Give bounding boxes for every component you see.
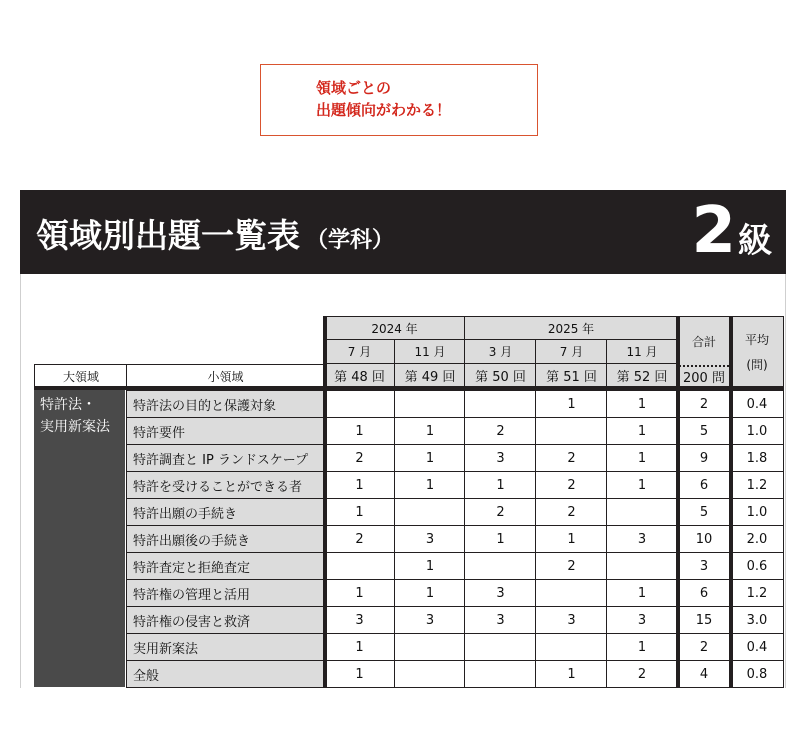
session-header: 第 52 回	[606, 363, 678, 388]
count-cell	[606, 552, 678, 580]
average-cell: 0.4	[730, 633, 784, 661]
count-cell: 1	[535, 390, 608, 418]
average-cell: 2.0	[730, 525, 784, 553]
average-header	[730, 316, 784, 388]
page-title	[36, 210, 394, 257]
count-cell: 3	[535, 606, 608, 634]
count-cell	[464, 552, 537, 580]
count-cell: 1	[323, 498, 396, 526]
major-header: 大領域	[34, 364, 128, 388]
minor-domain-cell: 特許権の管理と活用	[126, 579, 325, 607]
count-cell: 1	[464, 525, 537, 553]
count-cell: 2	[535, 498, 608, 526]
count-cell	[464, 633, 537, 661]
minor-domain-cell: 特許を受けることができる者	[126, 471, 325, 499]
count-cell: 1	[606, 417, 678, 445]
count-cell	[394, 498, 466, 526]
count-cell: 3	[606, 606, 678, 634]
count-cell: 1	[323, 633, 396, 661]
count-cell: 1	[394, 417, 466, 445]
count-cell: 1	[323, 579, 396, 607]
month-header: 11 月	[394, 339, 466, 364]
page-title-sub: （学科）	[306, 228, 395, 253]
total-cell: 9	[677, 444, 731, 472]
count-cell	[394, 390, 466, 418]
minor-domain-cell: 特許権の侵害と救済	[126, 606, 325, 634]
column-separator	[323, 316, 327, 687]
total-cell: 2	[677, 390, 731, 418]
month-header: 3 月	[464, 339, 537, 364]
average-cell: 0.6	[730, 552, 784, 580]
month-header: 7 月	[323, 339, 396, 364]
count-cell: 2	[535, 471, 608, 499]
total-subheader: 200 問	[677, 365, 731, 388]
total-cell: 3	[677, 552, 731, 580]
callout-line-1: 領域ごとの	[316, 79, 392, 97]
count-cell: 1	[606, 390, 678, 418]
count-cell: 1	[323, 471, 396, 499]
count-cell: 1	[606, 444, 678, 472]
total-cell: 5	[677, 417, 731, 445]
year-header-2025: 2025 年	[464, 316, 678, 340]
count-cell: 2	[323, 444, 396, 472]
session-header: 第 49 回	[394, 363, 466, 388]
count-cell: 1	[394, 579, 466, 607]
total-cell: 4	[677, 660, 731, 688]
callout-box	[260, 64, 538, 136]
count-cell: 2	[535, 552, 608, 580]
grade-number: 2	[691, 194, 734, 268]
count-cell: 3	[464, 444, 537, 472]
average-cell: 0.4	[730, 390, 784, 418]
count-cell: 3	[323, 606, 396, 634]
minor-domain-cell: 全般	[126, 660, 325, 688]
minor-domain-cell: 特許要件	[126, 417, 325, 445]
session-header: 第 48 回	[323, 363, 396, 388]
average-cell: 3.0	[730, 606, 784, 634]
minor-domain-cell: 特許出願後の手続き	[126, 525, 325, 553]
count-cell: 2	[323, 525, 396, 553]
total-cell: 5	[677, 498, 731, 526]
count-cell	[464, 390, 537, 418]
session-header: 第 51 回	[535, 363, 608, 388]
major-domain-cell	[34, 390, 125, 687]
minor-domain-cell: 特許出願の手続き	[126, 498, 325, 526]
title-banner	[20, 190, 786, 274]
count-cell: 1	[394, 552, 466, 580]
minor-domain-cell: 特許調査と IP ランドスケープ	[126, 444, 325, 472]
count-cell: 2	[464, 417, 537, 445]
count-cell: 1	[323, 660, 396, 688]
count-cell	[323, 390, 396, 418]
count-cell	[606, 498, 678, 526]
count-cell: 1	[394, 471, 466, 499]
count-cell: 1	[535, 660, 608, 688]
total-cell: 10	[677, 525, 731, 553]
column-separator	[676, 316, 680, 687]
average-cell: 0.8	[730, 660, 784, 688]
total-cell: 6	[677, 471, 731, 499]
count-cell: 2	[464, 498, 537, 526]
count-cell: 1	[535, 525, 608, 553]
count-cell	[464, 660, 537, 688]
count-cell: 1	[464, 471, 537, 499]
count-cell: 1	[323, 417, 396, 445]
average-header-unit: (問)	[746, 358, 768, 372]
session-header: 第 50 回	[464, 363, 537, 388]
month-header: 11 月	[606, 339, 678, 364]
count-cell: 1	[606, 579, 678, 607]
month-header: 7 月	[535, 339, 608, 364]
total-cell: 2	[677, 633, 731, 661]
count-cell	[394, 660, 466, 688]
average-cell: 1.0	[730, 417, 784, 445]
total-cell: 6	[677, 579, 731, 607]
count-cell	[323, 552, 396, 580]
major-domain-line: 特許法・	[40, 397, 96, 413]
year-header-2024: 2024 年	[323, 316, 466, 340]
count-cell: 3	[394, 606, 466, 634]
minor-domain-cell: 特許法の目的と保護対象	[126, 390, 325, 418]
total-header: 合計	[677, 316, 731, 366]
column-separator	[729, 316, 733, 687]
average-cell: 1.8	[730, 444, 784, 472]
count-cell: 1	[606, 633, 678, 661]
total-cell: 15	[677, 606, 731, 634]
count-cell: 1	[606, 471, 678, 499]
count-cell: 3	[394, 525, 466, 553]
total-divider	[679, 365, 729, 367]
minor-domain-cell: 特許査定と拒絶査定	[126, 552, 325, 580]
count-cell	[535, 579, 608, 607]
count-cell: 3	[464, 606, 537, 634]
minor-header: 小領域	[126, 364, 325, 388]
count-cell: 2	[606, 660, 678, 688]
page-title-main: 領域別出題一覧表	[36, 216, 300, 255]
major-domain-line: 実用新案法	[40, 419, 110, 435]
average-cell: 1.2	[730, 471, 784, 499]
callout-line-2: 出題傾向がわかる！	[316, 101, 452, 119]
grade-suffix: 級	[738, 221, 772, 261]
average-header-label: 平均	[744, 333, 769, 347]
count-cell: 1	[394, 444, 466, 472]
grade-badge	[691, 194, 772, 268]
count-cell: 3	[464, 579, 537, 607]
average-cell: 1.2	[730, 579, 784, 607]
count-cell	[394, 633, 466, 661]
minor-domain-cell: 実用新案法	[126, 633, 325, 661]
count-cell	[535, 633, 608, 661]
average-cell: 1.0	[730, 498, 784, 526]
count-cell: 3	[606, 525, 678, 553]
count-cell	[535, 417, 608, 445]
count-cell: 2	[535, 444, 608, 472]
